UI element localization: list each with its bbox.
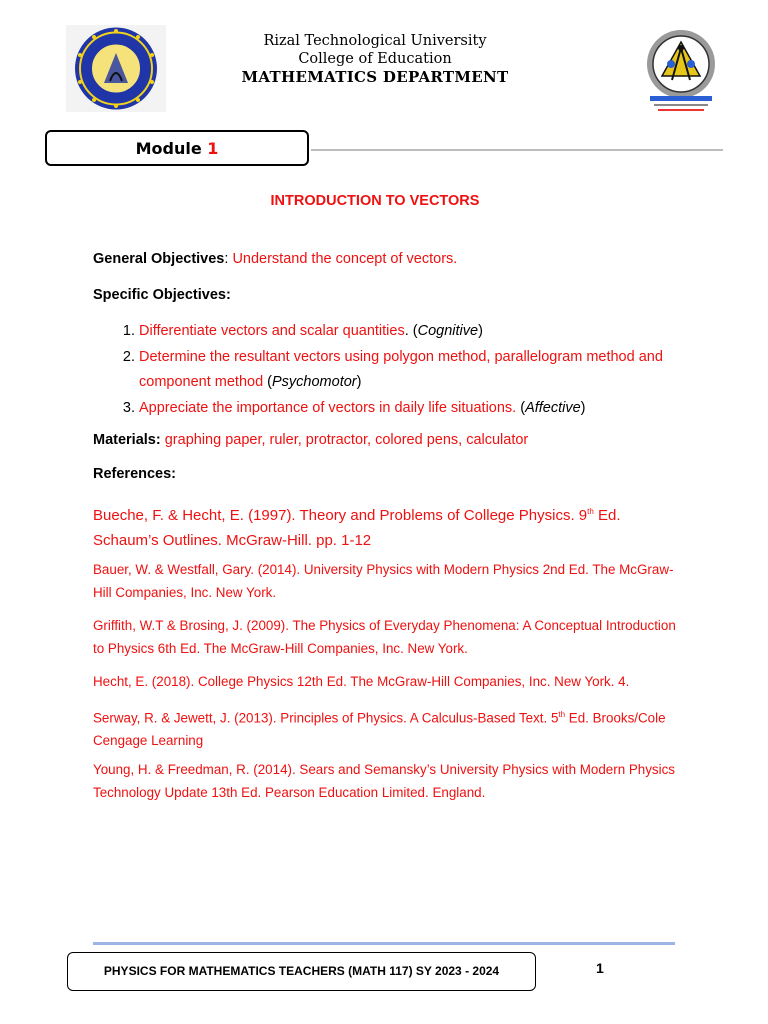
page-title: INTRODUCTION TO VECTORS [270, 193, 480, 209]
objective-text: Appreciate the importance of vectors in daily life situations. [139, 399, 517, 416]
module-heading [45, 130, 309, 166]
reference-sup: th [558, 710, 566, 719]
reference-item [93, 758, 683, 804]
reference-text: Serway, R. & Jewett, J. (2013). Principles of Physics. A Calculus-Based Text. 5 [93, 710, 559, 726]
reference-sup: th [587, 507, 594, 516]
reference-item [93, 703, 683, 752]
materials-text: graphing paper, ruler, protractor, colored pens, calculator [164, 432, 529, 448]
materials [93, 432, 528, 448]
reference-text: Griffith, W.T & Brosing, J. (2009). The Physics of Everyday Phenomena: A Conceptual Introduction to Physics 6th Ed. The McGraw-Hill Companies, Inc. New York. [93, 618, 676, 656]
module-divider [311, 149, 723, 151]
reference-text-cont: Ed. Schaum’s Outlines. McGraw-Hill. pp. 1-12 [93, 507, 621, 549]
reference-text: Bauer, W. & Westfall, Gary. (2014). University Physics with Modern Physics 2nd Ed. The McGraw-Hill Companies, Inc. New York. [93, 562, 674, 600]
reference-text-cont: Ed. Brooks/Cole Cengage Learning [93, 710, 666, 749]
reference-item [93, 670, 683, 693]
references-label: References: [93, 466, 177, 482]
department-name: MATHEMATICS DEPARTMENT [241, 68, 509, 86]
footer-divider [93, 942, 675, 945]
objective-domain: Psychomotor [272, 374, 357, 390]
module-label: Module [135, 139, 202, 158]
objective-domain: Affective [525, 399, 581, 416]
general-objectives-text: Understand the concept of vectors. [232, 251, 458, 267]
reference-item [93, 558, 683, 604]
objective-text: Determine the resultant vectors using polygon method, parallelogram method and component method [139, 348, 663, 390]
objective-item: 3. Appreciate the importance of vectors in daily life situations. (Affective) [139, 396, 683, 422]
college-of-education-logo [636, 26, 726, 116]
materials-label: Materials: [93, 432, 161, 448]
university-name: Rizal Technological University [263, 33, 487, 49]
specific-objectives-label: Specific Objectives: [93, 287, 231, 303]
page-number: 1 [596, 960, 604, 976]
specific-objectives-list [93, 319, 683, 421]
objective-text: Differentiate vectors and scalar quantities [139, 323, 405, 339]
reference-text: Hecht, E. (2018). College Physics 12th Ed. The McGraw-Hill Companies, Inc. New York. 4. [93, 674, 630, 689]
objective-item: 2. Determine the resultant vectors using polygon method, parallelogram method and component method (Psychomotor) [139, 345, 683, 396]
footer-course-label: PHYSICS FOR MATHEMATICS TEACHERS (MATH 117) SY 2023 - 2024 [67, 952, 536, 991]
general-objectives-label: General Objectives [93, 251, 225, 267]
college-name: College of Education [298, 51, 452, 67]
reference-text: Bueche, F. & Hecht, E. (1997). Theory and Problems of College Physics. 9 [93, 507, 588, 524]
general-objectives: General Objectives: Understand the concept of vectors. [93, 251, 458, 267]
objective-item: 1. Differentiate vectors and scalar quantities. (Cognitive) [139, 319, 683, 345]
objective-domain: Cognitive [417, 323, 479, 339]
module-number: 1 [207, 139, 219, 158]
reference-item [93, 614, 683, 660]
reference-text: Young, H. & Freedman, R. (2014). Sears and Semansky’s University Physics with Modern Physics Technology Update 13th Ed. Pearson Education Limited. England. [93, 762, 675, 800]
reference-item [93, 499, 683, 553]
university-seal-logo [66, 25, 166, 112]
